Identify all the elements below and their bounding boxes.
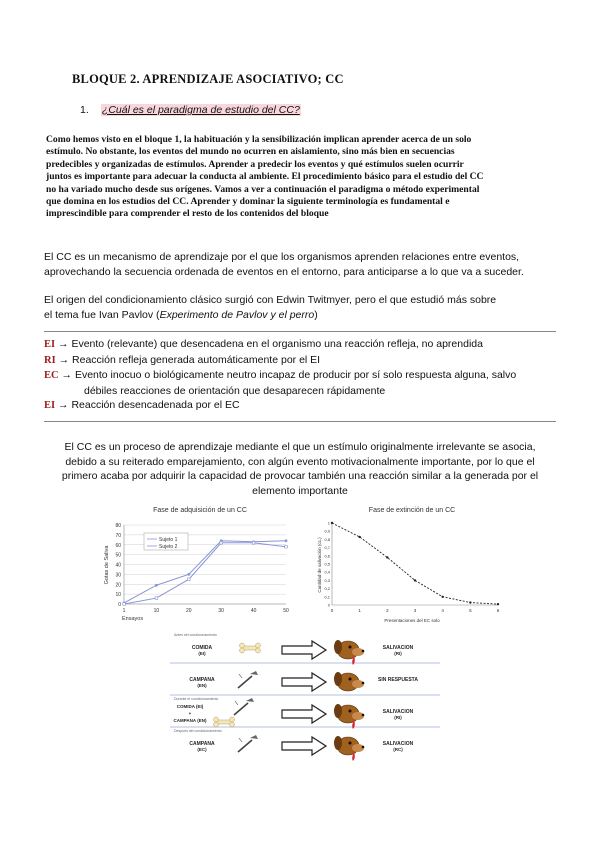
series-line-2 [124,543,286,604]
y-tick-label: 60 [115,542,121,549]
y-tick-label: 0,5 [324,561,330,567]
x-tick-label: 20 [186,608,192,614]
x-tick-label: 5 [469,608,472,613]
stimulus-abbr: (EC) [197,747,207,752]
intro-line: predecibles y organizadas de estímulos. Aprender a predecir los eventos y qué estímulos suelen ocurrir [46,158,464,170]
legend-label: Sujeto 2 [159,544,178,550]
arrow-icon: → [58,338,69,350]
term-continuation: débiles reacciones de orientación que desaparecen rápidamente [84,384,386,397]
term-definition: Reacción desencadenada por el EC [71,399,240,412]
paragraph-line: El CC es un mecanismo de aprendizaje por el que los organismos aprenden relaciones entre eventos, [44,251,520,263]
x-tick-label: 6 [496,608,500,613]
bell-icon [238,676,252,688]
x-tick-label: 1 [122,608,126,614]
term-item [44,353,560,369]
row-header: Antes del condicionamiento [174,633,217,637]
arrow-icon [282,705,326,723]
arrow-icon [282,673,326,691]
term-item [44,337,560,353]
response-label: SALIVACION [382,645,414,651]
x-tick-label: 40 [250,608,257,614]
y-tick-label: 20 [115,582,121,589]
dog-ear [334,736,342,750]
y-axis-label: Gotas de Saliva [104,545,110,585]
paragraph-line: debido a su reiterado emparejamiento, con algún evento motivacionalmente importante, por lo que el [65,455,535,468]
data-point [252,541,255,544]
bone-knob [240,643,245,648]
origin-paragraph [44,293,560,323]
x-tick-label: 4 [441,608,444,613]
x-tick-label: 2 [386,608,389,613]
bone-knob [214,722,219,727]
chart-title: Fase de extinción de un CC [368,507,456,514]
term-definition: Evento inocuo o biológicamente neutro incapaz de producir por sí solo respuesta alguna, salvo [74,369,517,382]
response-label: SALIVACION [382,709,414,715]
term-definition: Reacción refleja generada automáticamente por el EI [72,353,321,366]
data-point [331,522,333,524]
arrow-icon: → [61,369,73,382]
y-tick-label: 0,9 [324,528,330,534]
term-item [44,398,560,414]
x-tick-label: 0 [330,608,334,613]
arrow-icon [282,641,326,659]
dog-eye [349,710,352,713]
y-tick-label: 0,2 [324,586,330,592]
paragraph-line [44,308,560,323]
question-number: 1. [80,104,89,116]
term-abbr: EI [44,339,56,350]
paragraph-line: El CC es un proceso de aprendizaje mediante el que un estímulo originalmente irrelevante se asocia, [64,441,536,453]
term-abbr: RI [44,354,56,366]
data-point [220,541,223,544]
extinction-chart [316,503,508,627]
dog-nose [362,746,365,749]
data-point [497,603,499,605]
arrow-icon: → [58,399,69,412]
intro-paragraph [46,134,558,221]
y-axis-label: Cantidad de salivación (cc.) [317,537,322,593]
bell-head [250,735,258,739]
page-title: BLOQUE 2. APRENDIZAJE ASOCIATIVO; CC [72,72,344,86]
y-tick-label: 0,8 [324,536,330,542]
intro-line: no ha variado mucho desde sus orígenes. Vamos a ver a continuación el paradigma o método experimental [46,183,480,195]
dog-nose [362,682,365,685]
bell-ring [239,738,242,742]
response-label: SALIVACION [382,741,414,747]
data-point [188,578,191,581]
data-point [469,601,471,603]
data-point [285,545,288,548]
response-abbr: (RC) [393,747,403,752]
response-abbr: (RI) [394,651,402,656]
chart-title: Fase de adquisición de un CC [153,507,247,514]
dog-ear [334,704,342,718]
dog-eye [349,742,352,745]
bell-ring [235,701,238,705]
x-axis-label: Ensayos [122,616,144,622]
plus-sign: + [188,711,192,716]
paragraph-line: El origen del condicionamiento clásico surgió con Edwin Twitmyer, pero el que estudió más sobre [44,294,497,306]
stimulus-label: CAMPANA [189,677,215,683]
row-header: Durante el condicionamiento [174,697,219,701]
acquisition-chart [100,503,300,623]
dog-ear [334,672,342,686]
intro-line: Como hemos visto en el bloque 1, la habituación y la sensibilización implican aprender acerca de un solo [46,134,472,145]
divider [44,421,556,422]
bone-knob [256,643,261,648]
dog-nose [362,714,365,717]
data-point [386,556,388,558]
data-point [155,597,158,600]
stimulus-label: COMIDA (EI) [176,704,204,709]
y-tick-label: 10 [115,592,121,599]
intro-line: que domina en los estudios del CC. Aprender y dominar la siguiente terminología es fundamental e [46,196,450,208]
y-tick-label: 0,3 [324,577,330,583]
intro-line: estímulo. No obstante, los eventos del mundo no ocurren en aislamiento, sino más bien en secuencias [46,146,455,158]
question-heading [80,104,301,116]
dog-eye [349,646,352,649]
x-tick-label: 10 [153,608,160,614]
bell-head [250,671,258,675]
bell-head [246,698,254,702]
stimulus-label: COMIDA [191,645,213,651]
intro-line: imprescindible para comprender el resto de los contenidos del bloque [46,208,329,220]
stimulus-abbr: (EN) [197,683,207,688]
term-definition: Evento (relevante) que desencadena en el organismo una reacción refleja, no aprendida [71,338,483,350]
data-point [414,579,416,581]
stimulus-label: CAMPANA [189,741,215,747]
y-tick-label: 1 [327,520,330,526]
y-tick-label: 40 [115,562,121,569]
paragraph-text: el tema fue Ivan Pavlov ( [44,309,160,321]
divider [44,331,556,332]
y-tick-label: 0,6 [324,553,330,559]
diagram-row [170,671,440,695]
summary-paragraph [44,440,556,498]
x-tick-label: 1 [358,608,361,613]
y-tick-label: 0,4 [324,569,330,575]
stimulus-abbr: (EI) [198,651,206,656]
dog-nose [362,650,365,653]
data-point [441,596,443,598]
x-tick-label: 3 [413,608,417,613]
terms-list [44,337,560,414]
paragraph-text: ) [314,309,318,321]
data-point [358,536,360,538]
x-tick-label: 50 [283,608,289,614]
arrow-icon: → [58,353,70,366]
question-text: ¿Cuál es el paradigma de estudio del CC? [101,104,300,116]
bell-icon [238,740,252,752]
bone-knob [256,648,261,653]
data-point [155,584,158,587]
response-abbr: (RI) [394,715,402,720]
bell-icon [234,703,248,715]
bone-knob [240,648,245,653]
intro-line: juntos es importante para adecuar la conducta al ambiente. El procedimiento básico para el estudio del CC [46,171,484,183]
x-tick-label: 30 [218,608,224,614]
bell-ring [239,674,242,678]
x-axis-label: Presentaciones del EC solo [384,618,440,623]
y-tick-label: 70 [115,532,121,539]
definition-paragraph [44,250,560,280]
series-line-1 [332,523,498,604]
y-tick-label: 0,1 [324,594,330,600]
bone-knob [230,722,235,727]
y-tick-label: 0,7 [324,545,330,551]
dog-eye [349,678,352,681]
data-point [187,573,190,576]
y-tick-label: 50 [115,552,121,559]
row-header: Después del condicionamiento [174,729,222,733]
term-abbr: EC [44,370,59,382]
diagram-row [170,697,440,729]
data-point [123,603,126,606]
term-abbr: EI [44,400,56,412]
bone-knob [230,717,235,722]
legend-label: Sujeto 1 [159,537,178,543]
bone-knob [214,717,219,722]
arrow-icon [282,737,326,755]
response-label: SIN RESPUESTA [378,677,418,683]
y-tick-label: 0 [327,602,330,608]
paragraph-line: primero acaba por adquirir la capacidad de provocar también una reacción similar a la generada por el [61,470,539,483]
dog-ear [334,640,342,654]
y-tick-label: 80 [115,523,121,529]
experiment-reference: Experimento de Pavlov y el perro [159,309,315,321]
paragraph-line: elemento importante [252,484,348,497]
data-point [285,539,288,542]
paragraph-line: aprovechando la secuencia ordenada de eventos en el entorno, para anticiparse a lo que va a suceder. [44,266,524,278]
diagram-row [170,633,440,665]
y-tick-label: 0 [118,602,121,608]
term-item [44,368,560,384]
diagram-row [174,729,414,761]
stimulus-abbr: CAMPANA (EN) [173,718,207,723]
conditioning-diagram [170,632,440,772]
y-tick-label: 30 [115,572,121,579]
